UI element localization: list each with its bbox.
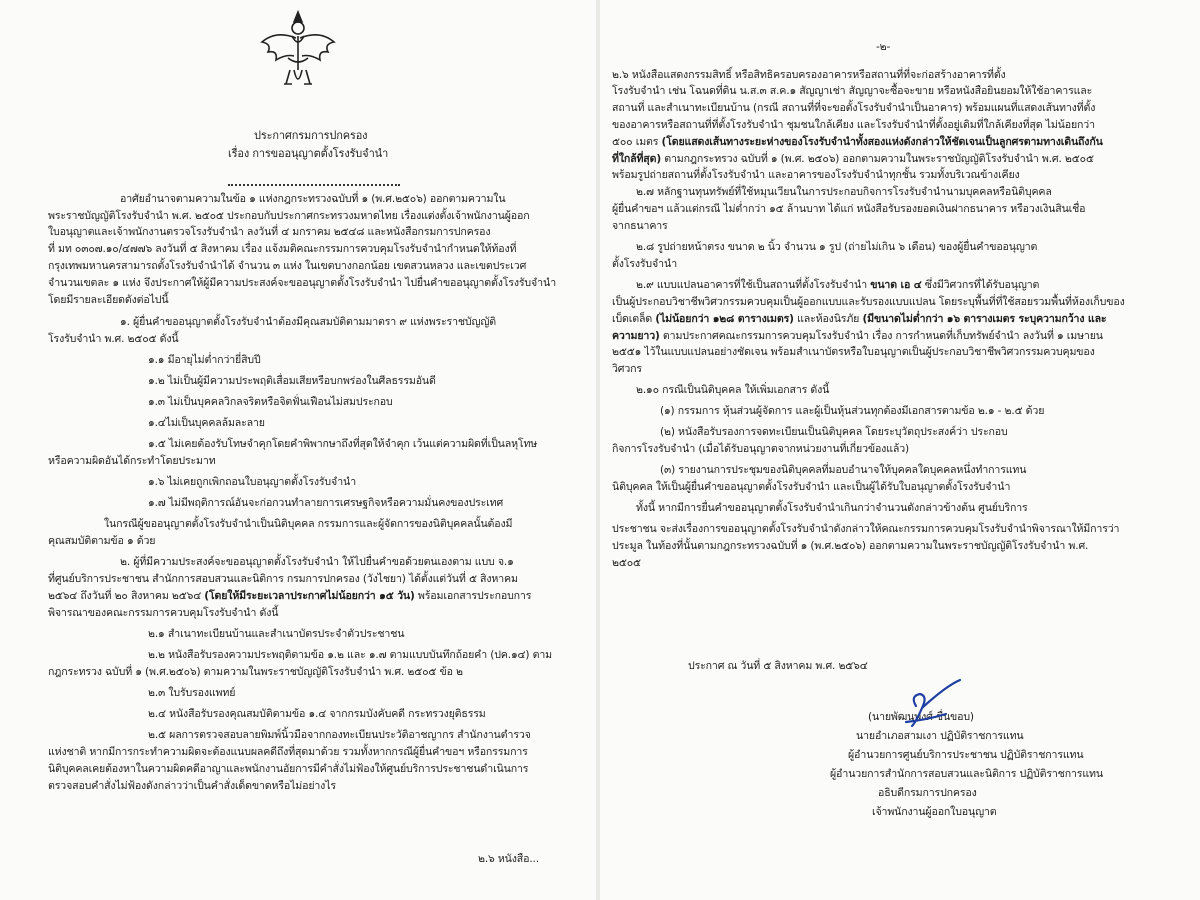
body-line: [48, 242, 516, 256]
body-line-part: ๕๐๐ เมตร: [612, 136, 662, 148]
body-line: [48, 209, 529, 223]
signatory-line: เจ้าพนักงานผู้ออกใบอนุญาต: [872, 806, 997, 818]
body-line-part: (ไม่น้อยกว่า ๑๒๘ ตารางเมตร): [655, 313, 794, 325]
body-line: [148, 627, 404, 641]
body-line: [48, 606, 278, 620]
vault-size-bold-cont: ความยาว): [612, 330, 660, 342]
body-line: [104, 517, 512, 531]
body-line: [612, 84, 1092, 98]
body-line-part: อาศัยอำนาจตามความในข้อ ๑ แห่งกฎกระทรวงฉบับที่ ๑ (พ.ศ.๒๕๐๖) ออกตามความใน: [120, 193, 506, 205]
body-line-part: และห้องนิรภัย: [793, 313, 863, 325]
signatory-line: ผู้อำนวยการสำนักการสอบสวนและนิติการ ปฏิบัติราชการแทน: [830, 768, 1103, 780]
body-line: [48, 589, 531, 603]
body-line-part: พร้อมรูปถ่ายสถานที่ตั้งโรงรับจำนำ และอาคารของโรงรับจำนำทุกชั้น รวมทั้งบริเวณข้างเคียง: [612, 169, 1020, 181]
body-line-part: (๒) หนังสือรับรองการจดทะเบียนเป็นนิติบุคคล โดยระบุวัตถุประสงค์ว่า ประกอบ: [660, 426, 1008, 438]
body-line: [612, 345, 1095, 359]
body-line: [612, 295, 1125, 309]
body-line-part: ๒.๑๐ กรณีเป็นนิติบุคคล ให้เพิ่มเอกสาร ดังนี้: [636, 384, 830, 396]
body-line-part: ๒.๙ แบบแปลนอาคารที่ใช้เป็นสถานที่ตั้งโรงรับจำนำ: [636, 279, 871, 291]
body-line: [478, 852, 539, 866]
body-line-part: ตั้งโรงรับจำนำ: [612, 258, 678, 270]
body-line-part: จากธนาคาร: [612, 220, 668, 232]
body-line-part: ๒๕๖๔ ถึงวันที่ ๒๐ สิงหาคม ๒๕๖๔: [48, 590, 205, 602]
body-line: [48, 276, 556, 290]
body-line-part: จำนวนเขตละ ๑ แห่ง จึงประกาศให้ผู้มีความประสงค์จะขออนุญาตตั้งโรงรับจำนำ ไปยื่นคำขออนุญาตตั้งโรงรับจำนำ: [48, 277, 556, 289]
body-line: [660, 463, 1026, 477]
body-line-part: (๓) รายงานการประชุมของนิติบุคคลที่มอบอำนาจให้บุคคลใดบุคคลหนึ่งทำการแทน: [660, 464, 1027, 476]
body-line-part: ผู้ยื่นคำขอฯ แล้วแต่กรณี ไม่ต่ำกว่า ๑๕ ล้านบาท ได้แก่ หนังสือรับรองยอดเงินฝากธนาคาร หรือวงเงินสินเชื่อ: [612, 203, 1086, 215]
body-line-part: ขนาด เอ ๔: [870, 279, 922, 291]
body-line-part: ๒.๖ หนังสือแสดงกรรมสิทธิ์ หรือสิทธิครอบครองอาคารหรือสถานที่ที่จะก่อสร้างอาคารที่ตั้ง: [612, 69, 1006, 81]
body-line: [48, 779, 336, 793]
body-line-part: แห่งชาติ หากมีการกระทำความผิดจะต้องแนบผลคดีถึงที่สุดมาด้วย รวมทั้งหากกรณีผู้ยื่นคำขอฯ หรือกรรมการ: [48, 746, 528, 758]
body-line-part: ประมูล ในท้องที่นั้นตามกฎกระทรวงฉบับที่ ๑ (พ.ศ.๒๕๐๖) ออกตามความในพระราชบัญญัติโรงรับจำนำ พ.ศ.: [612, 540, 1089, 552]
body-line: [148, 686, 235, 700]
body-line: [48, 534, 155, 548]
body-line-part: เบ็ดเตล็ด: [612, 313, 656, 325]
body-line-part: เป็นผู้ประกอบวิชาชีพวิศวกรรมควบคุมเป็นผู้ออกแบบและรับรองแบบแปลน โดยระบุพื้นที่ที่ใช้สอยรวมพื้นที่ห้องเก็บของ: [612, 296, 1125, 308]
body-line: [612, 442, 909, 456]
body-line: [48, 225, 490, 239]
body-line: [148, 395, 393, 409]
body-line-part: ซึ่งมีวิศวกรที่ได้รับอนุญาต: [921, 279, 1040, 291]
body-line: [148, 728, 531, 742]
body-line: [148, 416, 265, 430]
body-line: [120, 315, 496, 329]
body-line: [48, 762, 528, 776]
body-line-part: (โดยให้มีระยะเวลาประกาศไม่น้อยกว่า ๑๕ วัน): [204, 590, 415, 602]
body-line-part: ๑.๖ ไม่เคยถูกเพิกถอนใบอนุญาตตั้งโรงรับจำนำ: [148, 476, 357, 488]
body-line-part: ๒. ผู้ที่มีความประสงค์จะขออนุญาตตั้งโรงรับจำนำ ให้ไปยื่นคำขอด้วยตนเองตาม แบบ จ.๑: [120, 556, 514, 568]
body-line: [636, 501, 1028, 515]
body-line-part: หรือความผิดอันได้กระทำโดยประมาท: [48, 455, 216, 467]
body-line-part: ๑.๓ ไม่เป็นบุคคลวิกลจริตหรือจิตฟั่นเฟือนไม่สมประกอบ: [148, 396, 393, 408]
body-line: [612, 257, 677, 271]
body-line: [612, 539, 1088, 553]
body-line: [660, 425, 1008, 439]
body-line-part: พิจารณาของคณะกรรมการควบคุมโรงรับจำนำ ดังนี้: [48, 607, 279, 619]
body-line-part: ตามกฎกระทรวง ฉบับที่ ๑ (พ.ศ. ๒๕๐๖) ออกตามความในพระราชบัญญัติโรงรับจำนำ พ.ศ. ๒๕๐๕: [661, 153, 1094, 165]
body-line: [612, 135, 1103, 149]
body-line-part: ๑.๒ ไม่เป็นผู้มีความประพฤติเสื่อมเสียหรือบกพร่องในศีลธรรมอันดี: [148, 375, 436, 387]
body-line-part: สถานที่ และสำเนาทะเบียนบ้าน (กรณี สถานที่ที่จะขอตั้งโรงรับจำนำเป็นอาคาร) พร้อมแผนที่แสดงเส้นทางที่ตั้ง: [612, 102, 1096, 114]
body-line-part: ๑.๗ ไม่มีพฤติการณ์อันจะก่อกวนทำลายการเศรษฐกิจหรือความมั่นคงของประเทศ: [148, 497, 504, 509]
body-line-part: ๒.๗ หลักฐานทุนทรัพย์ที่ใช้หมุนเวียนในการประกอบกิจการโรงรับจำนำนามบุคคลหรือนิติบุคคล: [636, 186, 1052, 198]
body-line-part: ๑.๑ มีอายุไม่ต่ำกว่ายี่สิบปี: [148, 354, 261, 366]
body-line: [148, 437, 537, 451]
body-line-part: ๒๕๐๕: [612, 557, 641, 569]
document-page-1: [0, 0, 596, 900]
body-line: [612, 312, 1106, 326]
body-line-part: พระราชบัญญัติโรงรับจำนำ พ.ศ. ๒๕๐๕ ประกอบกับประกาศกระทรวงมหาดไทย เรื่องแต่งตั้งเจ้าพนักงานผู้ออก: [48, 210, 530, 222]
body-line-part: ๑. ผู้ยื่นคำขออนุญาตตั้งโรงรับจำนำต้องมีคุณสมบัติตามมาตรา ๙ แห่งพระราชบัญญัติ: [120, 316, 496, 328]
body-line: [636, 240, 1037, 254]
announcement-subject: เรื่อง การขออนุญาตตั้งโรงรับจำนำ: [228, 147, 389, 160]
body-line-part: (๑) กรรมการ หุ้นส่วนผู้จัดการ และผู้เป็นหุ้นส่วนทุกต้องมีเอกสารตามข้อ ๒.๑ - ๒.๕ ด้วย: [660, 405, 1045, 417]
signatory-line: นายอำเภอสามเงา ปฏิบัติราชการแทน: [856, 730, 1024, 742]
body-line-part: ๒.๑ สำเนาทะเบียนบ้านและสำเนาบัตรประจำตัวประชาชน: [148, 628, 405, 640]
body-line: [612, 480, 1010, 494]
body-line-part: ที่ศูนย์บริการประชาชน สำนักการสอบสวนและนิติการ กรมการปกครอง (วังไชยา) ได้ตั้งแต่วันที่ ๕ สิงหาคม: [48, 573, 518, 585]
body-line-part: ในกรณีผู้ขออนุญาตตั้งโรงรับจำนำเป็นนิติบุคคล กรรมการและผู้จัดการของนิติบุคคลนั้นต้องมี: [104, 518, 513, 530]
body-line-part: ของอาคารหรือสถานที่ที่ตั้งโรงรับจำนำ ชุมชนใกล้เคียง และโรงรับจำนำที่ตั้งอยู่เดิมที่ใกล้เคียงที่สุด ไม่น้อยกว่า: [612, 119, 1095, 131]
body-line: [148, 374, 436, 388]
signatory-line: (นายพัฒนพงศ์ ชื่นขอบ): [868, 711, 974, 723]
body-line-part: ๒.๔ หนังสือรับรองคุณสมบัติตามข้อ ๑.๔ จากกรมบังคับคดี กระทรวงยุติธรรม: [148, 708, 486, 720]
body-line: [48, 293, 168, 307]
body-line-part: ๒.๕ ผลการตรวจสอบลายพิมพ์นิ้วมือจากกองทะเบียนประวัติอาชญากร สำนักงานตำรวจ: [148, 729, 531, 741]
body-line: [636, 185, 1052, 199]
body-line: [612, 522, 1119, 536]
body-line: [48, 745, 528, 759]
body-line: [636, 383, 829, 397]
body-line: [148, 496, 503, 510]
body-line-part: ๒.๖ หนังสือ...: [478, 853, 539, 865]
body-line: [48, 665, 463, 679]
body-line-part: ใบอนุญาตและเจ้าพนักงานตรวจโรงรับจำนำ ลงวันที่ ๔ มกราคม ๒๕๔๘ และหนังสือกรมการปกครอง: [48, 226, 491, 238]
body-line-part: ทั้งนี้ หากมีการยื่นคำขออนุญาตตั้งโรงรับจำนำเกินกว่าจำนวนดังกล่าวข้างต้น ศูนย์บริการ: [636, 502, 1028, 514]
body-line-part: ๒๕๕๑ ไว้ในแบบแปลนอย่างชัดเจน พร้อมสำเนาบัตรหรือใบอนุญาตเป็นผู้ประกอบวิชาชีพวิศวกรรมควบคุมของ: [612, 346, 1095, 358]
body-line-part: กรุงเทพมหานครสามารถตั้งโรงรับจำนำได้ จำนวน ๓ แห่ง ในเขตบางกอกน้อย เขตสวนหลวง และเขตประเวศ: [48, 260, 527, 272]
document-page-2: [600, 0, 1200, 900]
body-line-part: กิจการโรงรับจำนำ (เมื่อได้รับอนุญาตจากหน่วยงานที่เกี่ยวข้องแล้ว): [612, 443, 910, 455]
body-line: [636, 278, 1039, 292]
body-line: [612, 168, 1020, 182]
body-line-part: นิติบุคคล ให้เป็นผู้ยื่นคำขออนุญาตตั้งโรงรับจำนำ และเป็นผู้ได้รับใบอนุญาตตั้งโรงรับจำนำ: [612, 481, 1011, 493]
garuda-emblem-icon: [258, 8, 338, 92]
body-line: [612, 219, 668, 233]
page-number: -๒-: [876, 41, 891, 53]
body-line: [660, 404, 1044, 418]
separator-dots: [228, 184, 400, 186]
body-line-part: ที่ มท ๐๓๐๗.๑๐/๔๗๗๖ ลงวันที่ ๕ สิงหาคม เรื่อง แจ้งมติคณะกรรมการควบคุมโรงรับจำนำกำหนดให้ท้องที่: [48, 243, 517, 255]
body-line-part: นิติบุคคลเคยต้องหาในความผิดคดีอาญาและพนักงานอัยการมีคำสั่งไม่ฟ้องให้ศูนย์บริการประชาชนดำเนินการ: [48, 763, 529, 775]
body-line: [48, 572, 518, 586]
body-line: [148, 353, 261, 367]
body-line-part: ตามประกาศคณะกรรมการควบคุมโรงรับจำนำ เรื่อง การกำหนดที่เก็บทรัพย์จำนำ ลงวันที่ ๑ เมษายน: [659, 330, 1103, 342]
body-line: [148, 707, 486, 721]
announcement-title: ประกาศกรมการปกครอง: [254, 129, 368, 142]
body-line-part: โรงรับจำนำ เช่น โฉนดที่ดิน น.ส.๓ ส.ค.๑ สัญญาเช่า สัญญาจะซื้อจะขาย หรือหนังสือยินยอมให้ใช้อาคารและ: [612, 85, 1093, 97]
body-line: [48, 332, 179, 346]
body-line: [48, 259, 526, 273]
body-line: [612, 101, 1095, 115]
body-line: [148, 648, 552, 662]
body-line: [612, 118, 1095, 132]
body-line: [612, 362, 642, 376]
body-line: [612, 152, 1094, 166]
body-line-part: โรงรับจำนำ พ.ศ. ๒๕๐๕ ดังนี้: [48, 333, 179, 345]
signatory-line: อธิบดีกรมการปกครอง: [878, 787, 977, 799]
body-line-part: ๑.๔ไม่เป็นบุคคลล้มละลาย: [148, 417, 265, 429]
body-line-part: (โดยแสดงเส้นทางระยะห่างของโรงรับจำนำทั้งสองแห่งดังกล่าวให้ชัดเจนเป็นลูกศรตามทางเดินถึงกัน: [661, 136, 1103, 148]
body-line-part: วิศวกร: [612, 363, 642, 375]
body-line-part: กฎกระทรวง ฉบับที่ ๑ (พ.ศ.๒๕๐๖) ตามความในพระราชบัญญัติโรงรับจำนำ พ.ศ. ๒๕๐๕ ข้อ ๒: [48, 666, 463, 678]
signatory-line: ผู้อำนวยการศูนย์บริการประชาชน ปฏิบัติราชการแทน: [848, 749, 1084, 761]
body-line: [612, 68, 1006, 82]
body-line: [612, 202, 1085, 216]
body-line: [612, 329, 1103, 343]
body-line-part: ตรวจสอบคำสั่งไม่ฟ้องดังกล่าวว่าเป็นคำสั่งเด็ดขาดหรือไม่อย่างไร: [48, 780, 336, 792]
body-line-part: ๑.๕ ไม่เคยต้องรับโทษจำคุกโดยคำพิพากษาถึงที่สุดให้จำคุก เว้นแต่ความผิดที่เป็นลหุโทษ: [148, 438, 538, 450]
body-line-part: ๒.๒ หนังสือรับรองความประพฤติตามข้อ ๑.๒ และ ๑.๗ ตามแบบบันทึกถ้อยคำ (ปค.๑๔) ตาม: [148, 649, 552, 661]
body-line: [148, 475, 356, 489]
body-line-part: โดยมีรายละเอียดดังต่อไปนี้: [48, 294, 169, 306]
body-line-part: ๒.๘ รูปถ่ายหน้าตรง ขนาด ๒ นิ้ว จำนวน ๑ รูป (ถ่ายไม่เกิน ๖ เดือน) ของผู้ยื่นคำขออนุญาต: [636, 241, 1038, 253]
body-line-part: ประชาชน จะส่งเรื่องการขออนุญาตตั้งโรงรับจำนำดังกล่าวให้คณะกรรมการควบคุมโรงรับจำนำพิจารณาให้มีการว่า: [612, 523, 1120, 535]
body-line: [120, 555, 514, 569]
body-line: [48, 454, 216, 468]
body-line-part: ที่ใกล้ที่สุด): [612, 153, 662, 165]
body-line: [120, 192, 505, 206]
body-line: [612, 556, 641, 570]
body-line-part: ๒.๓ ใบรับรองแพทย์: [148, 687, 236, 699]
body-line-part: พร้อมเอกสารประกอบการ: [414, 590, 532, 602]
vault-size-bold: (มีขนาดไม่ต่ำกว่า ๑๖ ตารางเมตร ระบุความกว้าง และ: [862, 313, 1107, 325]
announce-date: ประกาศ ณ วันที่ ๕ สิงหาคม พ.ศ. ๒๕๖๔: [688, 660, 868, 672]
handwritten-signature: [886, 676, 966, 736]
body-line-part: คุณสมบัติตามข้อ ๑ ด้วย: [48, 535, 156, 547]
